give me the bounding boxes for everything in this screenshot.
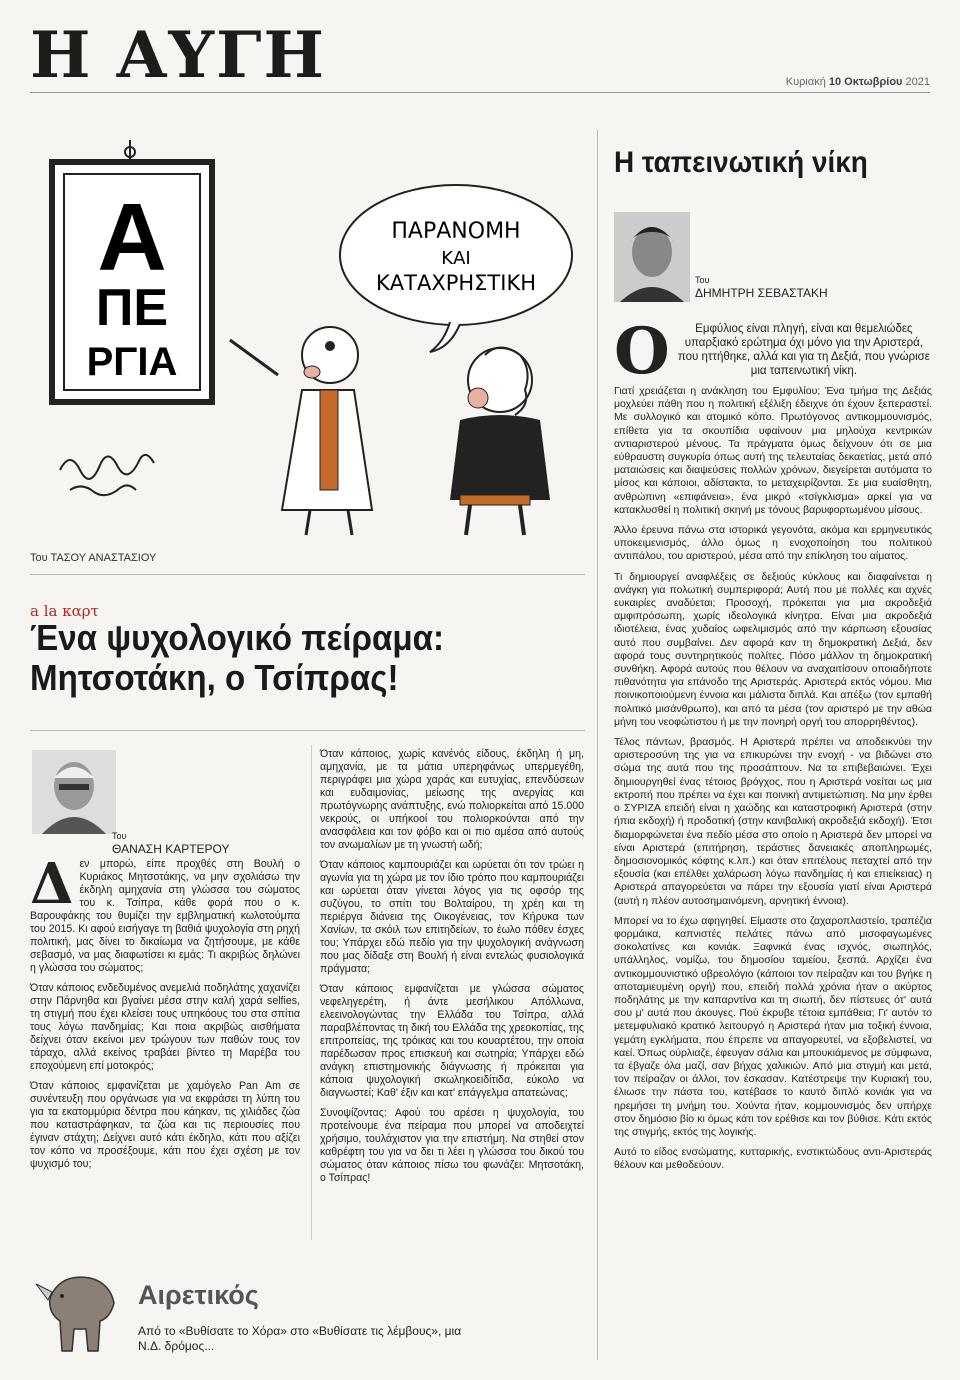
cartoon-credit: Του ΤΑΣΟΥ ΑΝΑΣΤΑΣΙΟΥ bbox=[30, 552, 157, 564]
top-rule bbox=[30, 92, 930, 93]
right-article-body bbox=[614, 314, 932, 1180]
date-weekday: Κυριακή bbox=[785, 76, 826, 88]
cartoon bbox=[30, 140, 575, 540]
left-para-6: Όταν κάποιος εμφανίζεται με γλώσσα σώματος νεφεληγερέτη, ή άντε μεσήλικου Απόλλωνα, ελεεινολογώντας την Ελλάδα του Τσίπρα, αλλά παραβλέποντας τη δική του Ελλάδα της χρεοκοπίας, της επιτροπείας, της τρόικας και του κουαρτέτου, την οποία παρέδωσαν προς επισκευή και σωτηρία; Υπάρχει εδώ ανάγκη επιστημονικής διάγνωσης ή πρόκειται για κάποια ψυχολογική σκωληκοειδίτιδα, εύκολο να διαγνωστεί; Καθ' έξιν και κατ' επάγγελμα απατεώνας; bbox=[320, 983, 584, 1099]
right-lead bbox=[614, 314, 932, 389]
left-para-3: Όταν κάποιος εμφανίζεται με χαμόγελο Pan Am σε συνέντευξη που οργάνωσε για να εκφράσει τη λύπη του για τα εκατομμύρια δέντρα που κάηκαν, τις χιλιάδες ζώα που καταστράφηκαν, τα ζώα και τις περιουσίες που έγιναν στάχτη; Δείχνει αυτό κάτι έκδηλο, κάτι που αξίζει τον κόπο να προσέξουμε, κάτι που έχει σχέση με τον ψυχισμό του; bbox=[30, 1080, 300, 1170]
left-headline-line-1: Ένα ψυχολογικό πείραμα: bbox=[30, 617, 445, 658]
issue-date bbox=[786, 76, 930, 88]
right-byline bbox=[695, 274, 828, 300]
rhino-icon bbox=[30, 1258, 120, 1354]
right-para-4: Τέλος πάντων, βρασμός. Η Αριστερά πρέπει να αποδεικνύει την αριστεροσύνη της για να επικυρώνει την ενοχή - να βιδώνει στο σώμα της αυτά που της προσάπτουν. Να τα επιβεβαιώνει. Έχει δημιουργηθεί ένας τέτοιος βρόγχος, που η Αριστερά νοείται ως μια εκτροπή που πρέπει να έχει και ποινική αντιμετώπιση. Να μην έρθει ο ΣΥΡΙΖΑ επειδή είναι η χαώδης και καταστροφική Αριστερά (στην ήπια εκδοχή) ή προδοτική (στην κανιβαλική ακροδεξιά εκδοχή). Έτσι διαμορφώνεται ένα πεδίο μέσα στο οποίο η Αριστερά δεν μπορεί να είναι Αριστερά (επιτήρηση, τεράστιες δανειακές αποπληρωμές, δημοσιονομικός κόφτης κ.λπ.) και όταν επιτέλους πεταχτεί από την εξουσία (και επέλθει χαλάρωση λόγω πανδημίας ή και επιείκειας) η Αριστερά απαγορεύεται να πάρει την εξουσία γιατί είναι Αριστερά (αυτή η πλέον αυτοσημαινόμενη, αρνητική έννοια). bbox=[614, 736, 932, 907]
date-day: 10 Οκτωβρίου bbox=[828, 76, 903, 88]
right-para-5: Μπορεί να το έχω αφηγηθεί. Είμαστε στο ζαχαροπλαστείο, τραπέζια φορμάικα, καπνιστές πελάτες πάνω από μισοφαγωμένες σοκολατίνες και κονιάκ. Ξαφνικά ένας ισχνός, σιωπηλός, υπάλληλος, νομίζω, του δημοσίου ταμείου, ξεσπά. Αρχίζει ένα αντικομμουνιστικό υβρεολόγιο (κάποιοι τον πείραζαν και του βγήκε η αποταμιευμένη οργή) που, επειδή πολλά χρόνια ήταν ο ακύρτος ποδηλάτης με την καπαρντίνα και τη σιωπή, δεν πίστευες ότ' αυτά σου μ' αυτά που άκουγες. Πού έκρυβε τέτοια εμπάθεια; Γι' αυτόν το μετεμφυλιακό κρατικό λειτουργό η Αριστερά ήταν μια τοξική έννοια, γεμάτη εγκλήματα, που έπρεπε να απαγορευτεί, να εξοβελιστεί, να καεί. Όπως ούρλιαζε, έφευγαν σάλια και μπουκιάμενος με σύμφωνα, τα έβγαζε όλα μαζί, σαν βήχας χαλικιών. Από μια στιγμή και μετά, τον πείραζαν οι άλλοι, τον έσκασαν. Κατέστρεψε την Κυριακή του, έλιωσε την πάστα του, κατέβασε το καυτό διπλό κονιάκ για να ηρεμήσει τη μνήμη του. Χούντα ήταν, κομμουνισμός δεν υπήρχε στον δημόσιο βίο κι όμως κάτι τον ερέθισε και τον βύθισε. Κάτι εκτός της στιγμής, εκτός της λογικής. bbox=[614, 914, 932, 1138]
speech-line-2: ΚΑΙ bbox=[441, 248, 471, 269]
section-rule bbox=[30, 574, 585, 575]
right-para-6: Αυτό το είδος ενσώματης, κυτταρικής, ενστικτώδους αντι-Αριστεράς θέλουν και μεθοδεύουν. bbox=[614, 1146, 932, 1172]
right-dropcap: Ο bbox=[614, 314, 670, 389]
left-article-col-2 bbox=[320, 748, 584, 1192]
left-headline-line-2: Μητσοτάκη, ο Τσίπρας! bbox=[30, 657, 399, 698]
right-para-1: Γιατί χρειάζεται η ανάκληση του Εμφυλίου; Ένα τμήμα της Δεξιάς μοχλεύει πάθη που η πολιτική εξέλιξη έδειχνε ότι έχουν ξεπεραστεί. Με συλλογικό και ατομικό κόπο. Πρωτόγονος αντικομμουνισμός, επίθετα για τα σκουπίδια υφαίνουν μια μηλούχα κεντρικών αντιαριστερού μένους. Τα πράγματα όμως δείχνουν ότι σε μια εύθραυστη συγκυρία όπως αυτή της τελευταίας δεκαετίας, μετά από ματαιώσεις και διαψεύσεις πολλών χρόνων, διεγείρεται αυτόματα το μίσος και κάποιοι, αδίστακτα, το μεταχειρίζονται. Σε μια ευαίσθητη, ανθρώπινη «επιφάνεια», ένα μικρό «τσίγκλισμα» αρκεί για να κατακλυσθεί η πολιτική σκηνή με τόνους βαρυφορτωμένου μίσους. bbox=[614, 385, 932, 516]
column-divider bbox=[311, 745, 312, 1240]
left-para-1 bbox=[30, 851, 300, 975]
left-dropcap: Δ bbox=[30, 851, 74, 917]
right-lead-text: Εμφύλιος είναι πληγή, είναι και θεμελιώδες υπαρξιακό ερώτημα όχι μόνο για την Αριστερά, που ηττήθηκε, αλλά και για τη Δεξιά, που γνώρισε μια ταπεινωτική νίκη. bbox=[677, 323, 930, 377]
right-headline: Η ταπεινωτική νίκη bbox=[614, 146, 868, 179]
left-headline bbox=[30, 618, 545, 698]
right-byline-role: Του bbox=[695, 275, 710, 285]
masthead: Η ΑΥΓΗ bbox=[30, 18, 326, 93]
left-byline-name: ΘΑΝΑΣΗ ΚΑΡΤΕΡΟΥ bbox=[112, 842, 230, 856]
right-column-rule bbox=[597, 130, 598, 1360]
date-year: 2021 bbox=[905, 76, 930, 88]
author-photo-sebastakis bbox=[614, 212, 690, 302]
left-byline-role: Του bbox=[112, 831, 127, 841]
left-para-5: Όταν κάποιος καμπουριάζει και ωρύεται ότι τον τρώει η αγωνία για τη χώρα με τον ίδιο τρόπο που καμπουριάζει και ωρύεται όταν γίνεται λόγος για τις οφσόρ της συζύγου, το σπίτι του Βολταίρου, τη χρέη και τη περιέργα διάνεια της Οικογένειας, τον Κήρυκα των Χανίων, τα σκόιλ των επιτηδείων, το έωλο πόθεν έσχες του; Υπάρχει εδώ πεδίο για την ψυχολογική ανάγνωση που μας δίδαξε στη Βουλή ή είναι εντελώς φυσιολογικά πράγματα; bbox=[320, 859, 584, 975]
left-byline bbox=[112, 830, 230, 856]
right-byline-name: ΔΗΜΗΤΡΗ ΣΕΒΑΣΤΑΚΗ bbox=[695, 286, 828, 300]
chart-letter-a: Α bbox=[97, 184, 167, 291]
speech-line-3: ΚΑΤΑΧΡΗΣΤΙΚΗ bbox=[375, 271, 537, 295]
left-article-col-1 bbox=[30, 851, 300, 1178]
airetikos-title: Αιρετικός bbox=[138, 1280, 259, 1310]
chart-letter-rgia: ΡΓΙΑ bbox=[86, 340, 178, 384]
right-para-3: Τι δημιουργεί αναφλέξεις σε δεξιούς κύκλους και διαφαίνεται η ανάγκη για πολωτική συμπεριφορά; Αυτή που με πολλές και αχνές ευκαιρίες αναδύεται; Προσοχή, πρόκειται για μια ακροδεξιά αμφιπρόσωπη, χωρίς ιδεολογικά κίνητρα. Είναι μια ακροδεξιά ιδιοτέλεια, ένας χυδαίος ωφελιμισμός από την κάρπωση εξουσίας αυτό που συμβαίνει. Δεν αφορά καν τη δημοκρατική Δεξιά, δεν αφορά τους συντηρητικούς πολίτες. Πόσο μάλλον τη δημοκρατική συνθήκη. Αφορά αυτούς που θέλουν να αναχαιτίσουν οποιαδήποτε πιθανότητα για επάνοδο της Αριστεράς. Αριστερά εκτός νόμου. Μια ποινικοποιούμενη έννοια και μάλιστα διπλά. Και απέξω (τον εμπαθή πολιτικό μισάνθρωπο), και από τα μέσα (τον αριστερό με την αθώα μήνη του νεοφώτιστου ή με την πονηρή οργή του απορρηθέντος). bbox=[614, 570, 932, 728]
cartoon-drawing bbox=[30, 140, 575, 540]
airetikos-text: Από το «Βυθίσατε το Χόρα» στο «Βυθίσατε τις λέμβους», μια Ν.Δ. δρόμος... bbox=[138, 1324, 462, 1353]
right-para-2: Άλλο έρευνα πάνω στα ιστορικά γεγονότα, ακόμα και ερμηνευτικός υποκειμενισμός, άλλο όμως η ενοχοποίηση του πολιτικού αντιπάλου, του αριστερού, μέσα από την επίκληση του αίματος. bbox=[614, 524, 932, 563]
left-para-2: Όταν κάποιος ενδεδυμένος ανεμελιά ποδηλάτης χαχανίζει στην Πάρνηθα και βγαίνει μέσα στην καλή χαρά selfies, τη στιγμή που έχει κλείσει τους υπηκόους του στα σπίτια τους λόγω πανδημίας; Και ποια ακριβώς αισθήματα δείχνει όταν εκείνοι μεν τρώγουν των παθών τους τον τάραχο, αλλά εκείνος τραβάει βίντεο τη Μαρέβα του εποχούμενη επί μοτοκρός; bbox=[30, 982, 300, 1072]
left-para-4: Όταν κάποιος, χωρίς κανένός είδους, έκδηλη ή μη, αμηχανία, με τα μάτια υπερηφάνως υπερμεγέθη, περιγράφει μια χώρα χαράς και ευτυχίας, επενδύσεων και ευδαιμονίας, μείωσης της ανεργίας και πρωτόγνωρης ανάπτυξης, ενώ πολιορκείται από 15.000 νεκρούς, οι υπήκοοί του πολιορκούνται από την ανασφάλεια και τον φόβο και οι πιο αμέσα από αυτούς τον ανωμαλίων με τη γνωστή ωδή; bbox=[320, 748, 584, 851]
article-rule bbox=[30, 730, 585, 731]
left-para-1-text: εν μπορώ, είπε προχθές στη Βουλή ο Κυριάκος Μητσοτάκης, να μην σχολιάσω την έκδηλη αμηχανία στη γλώσσα του σώματος του κ. Τσίπρα, κάθε φορά που ο κ. Βαρουφάκης του θυμίζει την εμβληματική κωλοτούμπα του 2015. Κι αφού εισήγαγε τη βαθιά ψυχολογία στη ρηχή πολιτική, μας δίνει το δικαίωμα να ζητήσουμε, με κάθε σεβασμό, να μας διαφωτίσει κι εμάς: Τι ακριβώς δηλώνει η γλώσσα του σώματος; bbox=[30, 858, 300, 974]
left-para-7: Συνοψίζοντας: Αφού του αρέσει η ψυχολογία, του προτείνουμε ένα πείραμα που μπορεί να αποδειχτεί χρήσιμο, τουλάχιστον για την επιστήμη. Να στηθεί στον καθρέφτη του για να δει τι λέει η γλώσσα του δικού του σώματος όταν κάποιος πίσω του φωνάζει: Μητσοτάκη, ο Τσίπρας! bbox=[320, 1107, 584, 1184]
chart-letter-pe: ΠΕ bbox=[95, 279, 169, 337]
column-kicker: a la καρτ bbox=[30, 602, 99, 620]
author-photo-karteros bbox=[32, 750, 116, 834]
speech-line-1: ΠΑΡΑΝΟΜΗ bbox=[391, 219, 521, 244]
